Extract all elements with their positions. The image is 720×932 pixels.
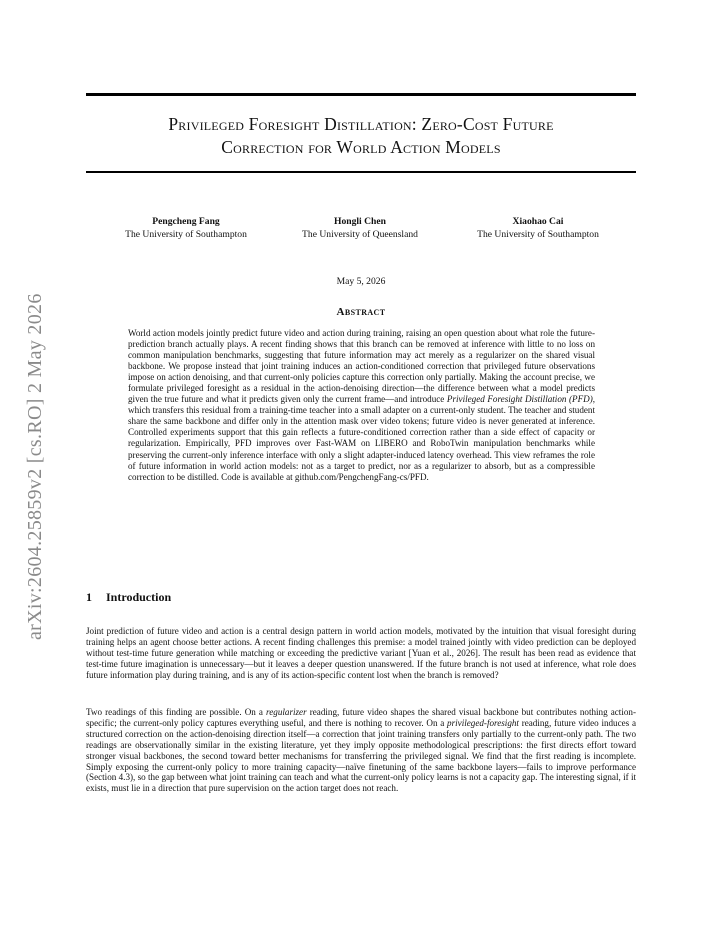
paper-title [86,113,636,159]
author-affiliation: The University of Queensland [302,229,418,240]
abstract-heading: Abstract [336,306,386,318]
title-rule-bottom [86,171,636,173]
para2-emphasis-regularizer: regularizer [266,707,307,717]
introduction-paragraph-2 [86,707,636,794]
author-name: Hongli Chen [334,216,386,227]
section-title: Introduction [106,590,172,604]
section-number: 1 [86,590,92,604]
para2-part-c: reading, future video induces a structured correction on the action-denoising direction itself—a correction that joint training transfers only partially to the current-only path. The two readings are observationally similar in the existing literature, yet they imply opposite methodological prescriptions: the first directs effort toward stronger visual backbones, the second toward better mechanisms for transferring the privileged signal. We find that the first reading is incomplete. Simply exposing the current-only policy to more training capacity—naïve finetuning of the same backbone layers—fails to improve performance (Section 4.3), so the gap between what joint training can teach and what the current-only policy learns is not a capacity gap. The interesting signal, if it exists, must lie in a direction that pure supervision on the action target does not reach. [86,717,637,794]
para2-emphasis-privileged-foresight: privileged-foresight [447,717,519,728]
abstract-part-2: , which transfers this residual from a training-time teacher into a small adapter on a current-only student. The teacher and student share the same backbone and differ only in the attention mask over video tokens; future video is never generated at inference. Controlled experiments support that this gain reflects a future-conditioned correction rather than a side effect of capacity or regularization. Empirically, PFD improves over Fast-WAM on LIBERO and RoboTwin manipulation benchmarks while preserving the current-only inference interface with only a slight adapter-induced latency overhead. This view reframes the role of future information in world action models: not as a target to predict, nor as a regularizer to absorb, but as a compressible correction to be distilled. Code is available at github.com/PengchengFang-cs/PFD. [128,394,596,482]
author-2 [280,215,440,241]
section-heading-introduction [86,590,171,605]
para2-part-b: reading, future video shapes the shared visual backbone but contributes nothing action-specific; the current-only policy captures everything useful, and there is nothing to recover. On a [86,707,636,728]
author-name: Xiaohao Cai [512,216,564,227]
abstract-part-1: World action models jointly predict future video and action during training, raising an open question about what role the future-prediction branch actually plays. A recent finding shows that this branch can be removed at inference with little to no loss on common manipulation benchmarks, suggesting that future information may act merely as a regularizer on the shared visual backbone. We propose instead that joint training induces an action-conditioned correction that privileged future observations impose on action denoising, and that current-only policies capture this correction only partially. Making the account precise, we formulate privileged foresight as a residual in the action-denoising direction—the difference between what a model predicts given the true future and what it predicts given only the current frame—and introduce [128,328,595,405]
paper-title-line-2: Correction for World Action Models [221,137,501,157]
author-name: Pengcheng Fang [152,216,220,227]
author-3 [454,215,622,241]
abstract-method-name: Privileged Foresight Distillation (PFD) [446,394,593,405]
author-affiliation: The University of Southampton [125,229,247,240]
title-rule-top [86,93,636,96]
publication-date: May 5, 2026 [336,276,386,287]
author-1 [102,215,270,241]
paper-title-line-1: Privileged Foresight Distillation: Zero-Cost Future [168,114,554,134]
introduction-paragraph-1: Joint prediction of future video and action is a central design pattern in world action models, motivated by the intuition that visual foresight during training helps an agent choose better actions. A recent finding challenges this premise: a model trained jointly with video prediction can be deployed without test-time future generation while matching or exceeding the predictive variant [Yuan et al., 2026]. The result has been read as evidence that test-time future imagination is unnecessary—but it leaves a deeper question unanswered. If the future branch is not used at inference, what role does future information play during training, and is any of its action-specific content lost when the branch is removed? [86,626,636,680]
para2-part-a: Two readings of this finding are possible. On a [86,707,267,717]
abstract-text [128,328,595,483]
author-affiliation: The University of Southampton [477,229,599,240]
arxiv-identifier: arXiv:2604.25859v2 [cs.RO] 2 May 2026 [24,293,46,640]
